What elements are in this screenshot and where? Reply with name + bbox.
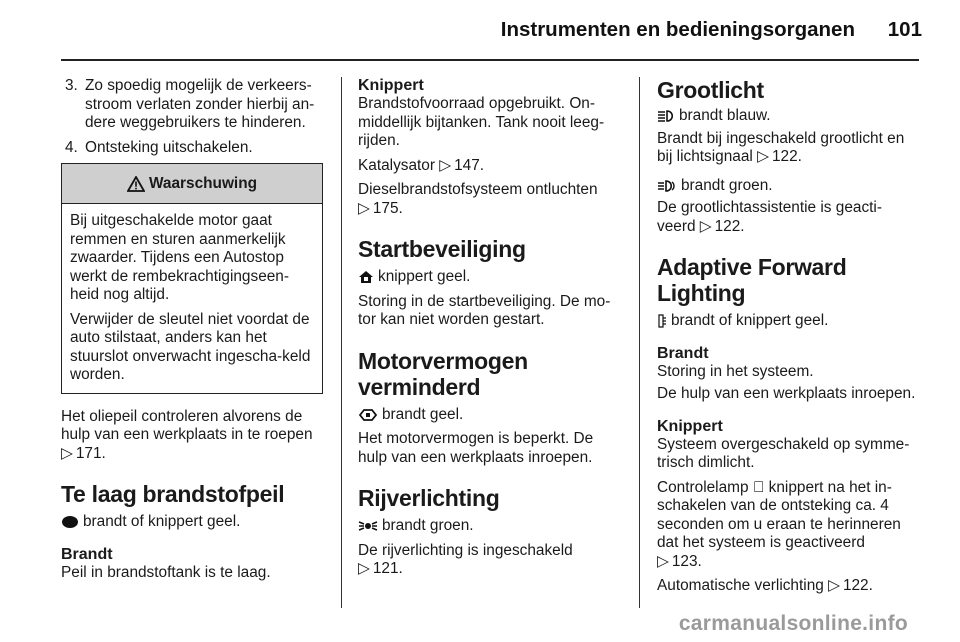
section-heading: Motorvermogen — [358, 347, 528, 374]
afl-icon — [657, 314, 667, 328]
column-1 — [61, 77, 323, 582]
body-text: Brandstofvoorraad opgebruikt. On-middellijk bijtanken. Tank nooit leeg-rijden. — [358, 95, 605, 149]
ref-arrow-icon: ▷ — [439, 156, 452, 174]
section-heading: verminderd — [358, 373, 481, 400]
high-beam-assist-icon — [657, 179, 677, 193]
body-text: De grootlichtassistentie is geacti-veerd ▷ 122. — [657, 199, 882, 235]
high-beam-icon — [657, 109, 675, 123]
list-item — [61, 77, 323, 133]
page-reference[interactable]: 123. — [671, 552, 702, 570]
indicator-text: brandt geel. — [382, 405, 464, 423]
header-title: Instrumenten en bedieningsorganen — [500, 18, 855, 41]
header-rule — [61, 59, 919, 61]
section-heading: Rijverlichting — [358, 485, 500, 511]
subheading: Knippert — [358, 77, 424, 94]
ref-arrow-icon: ▷ — [657, 552, 669, 570]
page-reference[interactable]: 171. — [75, 444, 106, 462]
body-text: Storing in het systeem. — [657, 362, 814, 380]
subheading: Brandt — [657, 344, 709, 362]
step-text: Zo spoedig mogelijk de verkeers-stroom verlaten zonder hierbij an-dere weggebruikers te hinderen. — [85, 77, 315, 131]
section-heading: Startbeveiliging — [358, 236, 526, 262]
section-heading: Adaptive Forward Lighting — [657, 254, 847, 306]
body-text: Katalysator ▷ 147. — [358, 156, 485, 174]
column-3 — [657, 77, 919, 596]
body-text: Controlelamp knippert na het in-schakelen van de ontsteking ca. 4 seconden om u eraan te herinneren dat het systeem is geactiveerd ▷ 123. — [657, 478, 901, 570]
subheading: Brandt — [61, 545, 113, 563]
warning-triangle-icon — [127, 176, 145, 192]
indicator-text: brandt groen. — [681, 176, 773, 194]
indicator-text: brandt of knippert geel. — [83, 513, 241, 530]
oil-paragraph: Het oliepeil controleren alvorens de hulp van een werkplaats in te roepen ▷ 171. — [61, 407, 313, 462]
indicator-text: knippert geel. — [378, 268, 471, 285]
body-text: Dieselbrandstofsysteem ontluchten ▷ 175. — [358, 181, 598, 217]
step-text: Ontsteking uitschakelen. — [85, 138, 253, 156]
section-heading: Grootlicht — [657, 77, 764, 103]
warning-paragraph: Bij uitgeschakelde motor gaat remmen en sturen aanmerkelijk zwaarder. Tijdens een Autostop werkt de rembekrachtigingseen-heid nog altijd. — [70, 212, 289, 303]
ref-arrow-icon: ▷ — [358, 560, 370, 577]
warning-header — [62, 164, 322, 204]
side-lights-icon — [358, 519, 378, 533]
step-list — [61, 77, 323, 157]
page-reference[interactable]: 122. — [842, 577, 873, 594]
watermark: carmanualsonline.info — [678, 612, 908, 635]
body-text: Peil in brandstoftank is te laag. — [61, 563, 271, 581]
indicator-text: brandt groen. — [382, 517, 474, 534]
indicator-line — [61, 513, 323, 532]
page-reference[interactable]: 147. — [454, 156, 485, 174]
page-number: 101 — [887, 18, 922, 41]
column-2 — [358, 77, 620, 579]
indicator-line — [358, 406, 620, 425]
fuel-pump-icon — [61, 515, 79, 529]
indicator-line — [657, 312, 919, 331]
body-text: Systeem overgeschakeld op symme-trisch dimlicht. — [657, 435, 910, 471]
warning-body — [62, 204, 322, 393]
page-header — [0, 0, 960, 60]
subheading: Knippert — [657, 417, 723, 435]
ref-arrow-icon: ▷ — [828, 577, 840, 594]
reduced-power-icon — [358, 408, 378, 422]
indicator-text: brandt of knippert geel. — [671, 312, 829, 329]
body-text: De rijverlichting is ingeschakeld ▷ 121. — [358, 541, 573, 577]
body-text: Het motorvermogen is beperkt. De hulp van een werkplaats inroepen. — [358, 430, 594, 466]
page-reference[interactable]: 122. — [771, 148, 802, 165]
ref-arrow-icon: ▷ — [699, 217, 712, 235]
indicator-line — [657, 107, 919, 126]
ref-arrow-icon: ▷ — [61, 444, 73, 462]
body-text: De hulp van een werkplaats inroepen. — [657, 385, 916, 402]
page-reference[interactable]: 121. — [372, 560, 403, 577]
ref-arrow-icon: ▷ — [757, 148, 769, 165]
list-item — [61, 139, 323, 158]
column-divider-2 — [639, 77, 640, 608]
indicator-line — [657, 177, 919, 196]
section-heading: Te laag brandstofpeil — [61, 481, 285, 507]
indicator-line — [358, 268, 620, 287]
page-reference[interactable]: 122. — [714, 217, 745, 235]
page-reference[interactable]: 175. — [372, 199, 403, 217]
indicator-text: brandt blauw. — [679, 107, 771, 124]
step-number: 3. — [65, 77, 78, 94]
body-text: Brandt bij ingeschakeld grootlicht en bij lichtsignaal ▷ 122. — [657, 129, 905, 165]
warning-paragraph: Verwijder de sleutel niet voordat de auto stilstaat, anders kan het stuurslot onverwacht ingescha-keld worden. — [70, 310, 311, 383]
warning-title: Waarschuwing — [148, 174, 258, 192]
immobilizer-icon — [358, 270, 374, 284]
step-number: 4. — [65, 138, 78, 156]
ref-arrow-icon: ▷ — [358, 199, 370, 217]
indicator-line — [358, 517, 620, 536]
column-divider-1 — [341, 77, 342, 608]
body-text: Automatische verlichting ▷ 122. — [657, 577, 873, 594]
body-text: Storing in de startbeveiliging. De mo-tor kan niet worden gestart. — [358, 292, 611, 328]
warning-box — [61, 163, 323, 394]
